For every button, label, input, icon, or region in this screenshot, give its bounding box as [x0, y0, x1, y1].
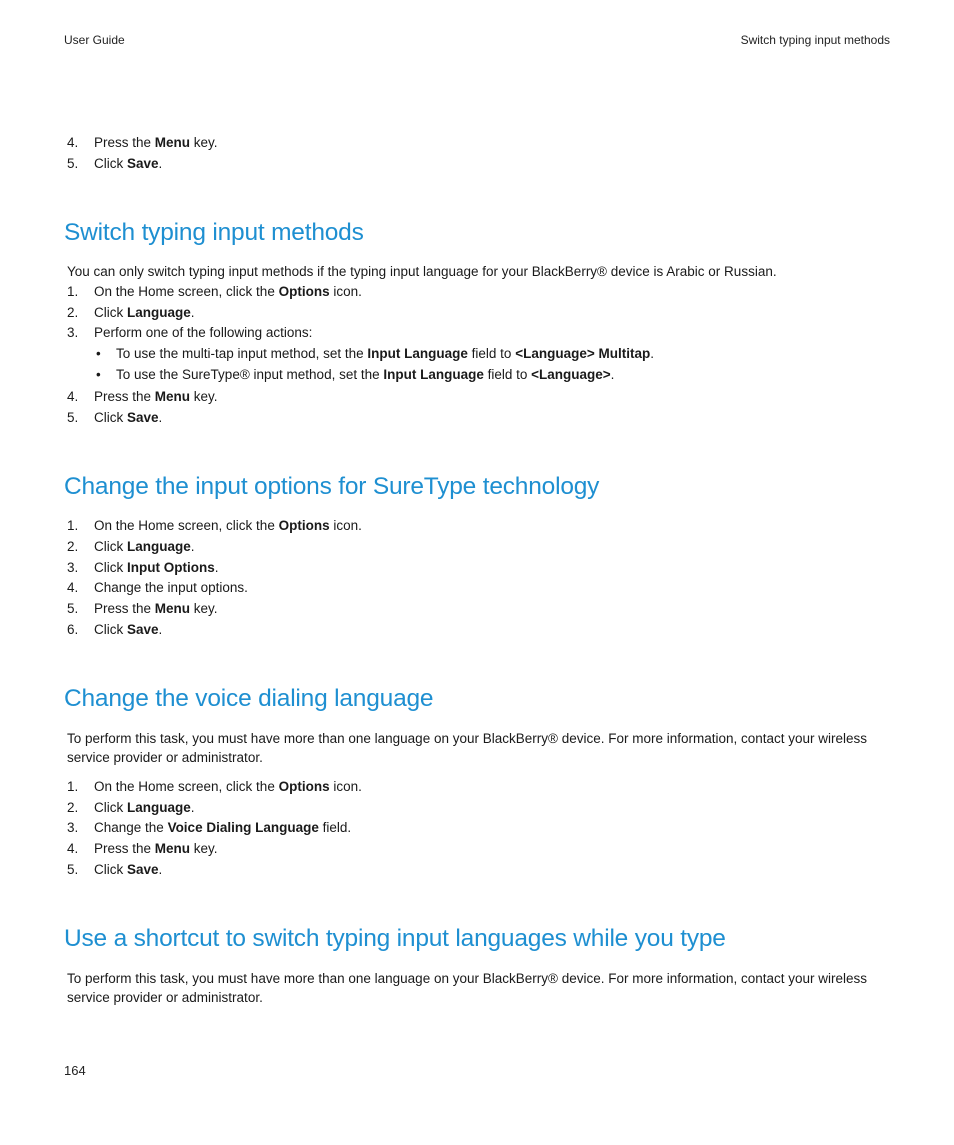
list-item: 5. Click Save. [67, 862, 163, 877]
list-item: 1. On the Home screen, click the Options icon. [67, 518, 362, 533]
section-intro: You can only switch typing input methods if the typing input language for your BlackBerry® device is Arabic or Russian. [67, 264, 777, 279]
list-item: 5. Click Save. [67, 156, 163, 171]
list-item: 5. Press the Menu key. [67, 601, 218, 616]
section-intro: To perform this task, you must have more than one language on your BlackBerry® device. For more information, contact your wireless service provider or administrator. [67, 971, 868, 1005]
list-item: 2. Click Language. [67, 305, 195, 320]
list-item: 4. Press the Menu key. [67, 389, 218, 404]
list-item: 6. Click Save. [67, 622, 163, 637]
list-item: 3. Change the Voice Dialing Language field. [67, 820, 352, 835]
bullet-item: • To use the SureType® input method, set the Input Language field to <Language>. [96, 367, 615, 382]
section-heading-voice-dialing: Change the voice dialing language [64, 685, 434, 712]
list-item: 4. Press the Menu key. [67, 135, 218, 150]
list-item: 2. Click Language. [67, 800, 195, 815]
list-item: 5. Click Save. [67, 410, 163, 425]
section-heading-suretype-options: Change the input options for SureType technology [64, 473, 600, 500]
bullet-item: • To use the multi-tap input method, set the Input Language field to <Language> Multitap. [96, 346, 654, 361]
list-item: 2. Click Language. [67, 539, 195, 554]
list-item: 4. Press the Menu key. [67, 841, 218, 856]
list-item: 3. Perform one of the following actions: [67, 325, 313, 340]
section-heading-switch-typing: Switch typing input methods [64, 219, 364, 246]
list-item: 1. On the Home screen, click the Options icon. [67, 284, 362, 299]
page-number: 164 [64, 1063, 86, 1078]
section-intro: To perform this task, you must have more than one language on your BlackBerry® device. For more information, contact your wireless service provider or administrator. [67, 731, 868, 765]
list-item: 3. Click Input Options. [67, 560, 219, 575]
running-header-right: Switch typing input methods [740, 33, 890, 47]
list-item: 4. Change the input options. [67, 580, 248, 595]
list-item: 1. On the Home screen, click the Options icon. [67, 779, 362, 794]
running-header-left: User Guide [64, 33, 125, 47]
section-heading-shortcut: Use a shortcut to switch typing input languages while you type [64, 925, 726, 952]
